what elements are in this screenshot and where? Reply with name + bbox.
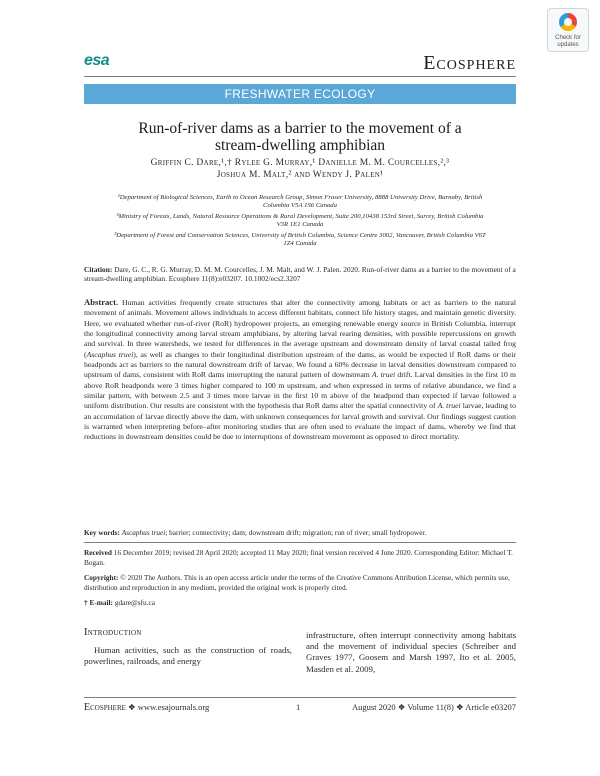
footer-date: August 2020 bbox=[351, 702, 396, 712]
authors-line-1: Griffin C. Dare,¹,† Rylee G. Murray,¹ Danielle M. M. Courcelles,²,³ bbox=[150, 158, 450, 168]
abstract-species-1: Ascaphus truei bbox=[86, 349, 134, 359]
corresponding-email bbox=[84, 598, 516, 608]
esa-logo: esa bbox=[84, 52, 110, 69]
affiliation-2-line-1: ²Ministry of Forests, Lands, Natural Resource Operations & Rural Development, Suite 200,10438 153rd Street, Surrey, British Columbia bbox=[116, 213, 484, 220]
footer-journal: Ecosphere bbox=[84, 702, 126, 713]
citation-text: Dare, G. C., R. G. Murray, D. M. M. Courcelles, J. M. Malt, and W. J. Palen. 2020. Run-of-river dams as a barrier to the movement of a stream-dwelling amphibian. Ecosphere 11(8):e03207. 10.1002/ecs2.3207 bbox=[84, 265, 516, 284]
email-label: † E-mail: bbox=[84, 598, 113, 607]
received-dates bbox=[84, 548, 516, 567]
email-address[interactable]: gdare@sfu.ca bbox=[114, 598, 155, 607]
abstract-text-2: ), as well as changes to their longitudinal distribution upstream of the dams, as would be expected if RoR dams or their headponds act as barriers to the natural downstream drift of larvae. We found a 60% decrease in larval densities downstream compared to upstream of dams, consistent with RoR dams interrupting the natural pattern of downstream bbox=[84, 349, 516, 380]
check-for-updates-badge[interactable] bbox=[547, 8, 589, 52]
copyright-label: Copyright: bbox=[84, 573, 119, 582]
introduction-text-left: Human activities, such as the construction of roads, powerlines, railroads, and energy bbox=[84, 645, 292, 667]
citation-label: Citation: bbox=[84, 265, 113, 274]
footer-issue-info bbox=[352, 702, 516, 713]
abstract-text-4: larvae, leading to an accumulation of larvae directly above the dam, with unknown consequences for larval growth and survival. Our findings suggest caution is warranted when interpreting before–after monitoring studies that are often used to evaluate the impact of dams, whereby we find that reductions in downstream densities could be due to interruptions of downstream movement as opposed to direct mortality. bbox=[84, 401, 516, 442]
badge-line2: updates bbox=[557, 42, 579, 48]
keywords-species: Ascaphus truei bbox=[121, 528, 166, 537]
page-number: 1 bbox=[296, 702, 301, 712]
abstract-species-2: A. truei bbox=[371, 370, 396, 380]
copyright-text: © 2020 The Authors. This is an open access article under the terms of the Creative Commons Attribution License, which permits use, distribution and reproduction in any medium, provided the original work is properly cited. bbox=[84, 573, 510, 592]
affiliation-3-line-1: ³Department of Forest and Conservation Sciences, University of British Columbia, Science Centre 3002, Vancouver, British Columbia V6T bbox=[114, 232, 486, 239]
article-title bbox=[84, 120, 516, 154]
footer-journal-info bbox=[84, 702, 209, 713]
author-list bbox=[84, 157, 516, 181]
section-banner: FRESHWATER ECOLOGY bbox=[84, 84, 516, 104]
footer-site[interactable]: ❖ www.esajournals.org bbox=[128, 702, 210, 712]
introduction-left-column bbox=[84, 627, 292, 667]
keywords-label: Key words: bbox=[84, 528, 120, 537]
affiliation-3-line-2: 1Z4 Canada bbox=[283, 240, 317, 248]
affiliation-1-line-2: Columbia V5A 1S6 Canada bbox=[263, 202, 337, 210]
introduction-heading: Introduction bbox=[84, 627, 142, 638]
keywords-divider bbox=[84, 542, 516, 543]
title-line-1: Run-of-river dams as a barrier to the movement of a bbox=[138, 120, 462, 137]
affiliation-1 bbox=[84, 194, 516, 211]
footer-divider bbox=[84, 697, 516, 698]
journal-name: Ecosphere bbox=[423, 52, 516, 74]
copyright-notice bbox=[84, 573, 516, 592]
crossmark-icon bbox=[559, 13, 577, 31]
affiliation-3 bbox=[84, 232, 516, 249]
abstract-label: Abstract. bbox=[84, 297, 119, 307]
citation bbox=[84, 265, 516, 284]
received-label: Received bbox=[84, 548, 112, 557]
authors-line-2: Joshua M. Malt,² and Wendy J. Palen¹ bbox=[216, 170, 384, 180]
affiliation-2 bbox=[84, 213, 516, 230]
header-divider bbox=[84, 76, 516, 77]
abstract-text-1: Human activities frequently create structures that alter the connectivity among habitats or act as barriers to the natural movement of animals. Movement allows individuals to access different habitats, connect life history stages, and maintain genetic diversity. Here, we evaluated whether run-of-river (RoR) hydropower projects, an emerging renewable energy source in British Columbia, interrupt the longitudinal connectivity among larval stream amphibians, by altering larval rearing densities, with possible repercussions on growth and survival. In three watersheds, we tested for differences in the average upstream and downstream density of larval coastal tailed frog ( bbox=[84, 298, 516, 359]
abstract-species-3: A. truei bbox=[437, 401, 461, 411]
affiliation-1-line-1: ¹Department of Biological Sciences, Earth to Ocean Research Group, Simon Fraser University, 8888 University Drive, Burnaby, British bbox=[117, 194, 483, 201]
abstract bbox=[84, 297, 516, 443]
title-line-2: stream-dwelling amphibian bbox=[214, 137, 386, 154]
keywords-text: ; barrier; connectivity; dam; downstream drift; migration; run of river; small hydropower. bbox=[165, 528, 427, 537]
affiliation-2-line-2: V3R 1E1 Canada bbox=[276, 221, 324, 229]
footer-volume: ❖ Volume 11(8) ❖ Article e03207 bbox=[397, 702, 516, 712]
keywords bbox=[84, 528, 516, 538]
introduction-right-column: infrastructure, often interrupt connectivity among habitats and the movement of individual species (Schreiber and Graves 1977, Goosem and Marsh 1997, Ito et al. 2005, Masden et al. 2009, bbox=[306, 630, 516, 674]
abstract-text-3: drift. Larval densities in the first 10 m above RoR headponds were 3 times higher compared to 100 m upstream, and when expressed in terms of relative abundance, we find a similar pattern, with between 2.5 and 3 times more larvae in the first 10 m above of the headpond than expected if larvae followed a uniform distribution. Our results are consistent with the hypothesis that RoR dams alter the spatial connectivity of bbox=[84, 370, 516, 411]
badge-line1: Check for bbox=[555, 35, 581, 41]
received-text: 16 December 2019; revised 28 April 2020; accepted 11 May 2020; final version received 4 June 2020. Corresponding Editor: Michael T. Bogan. bbox=[84, 548, 513, 567]
